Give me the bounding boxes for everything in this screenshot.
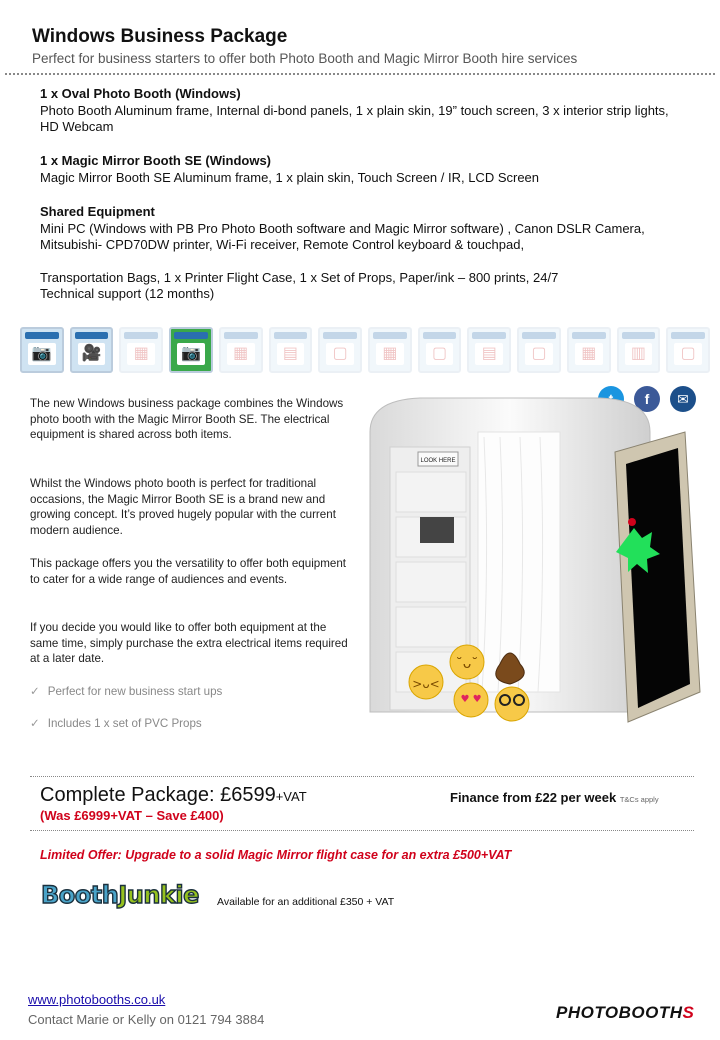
email-icon[interactable]: ✉ <box>670 386 696 412</box>
tcs-note: T&Cs apply <box>619 795 659 804</box>
spec-text: Photo Booth Aluminum frame, Internal di-bond panels, 1 x plain skin, 19” touch screen, 3 x interior strip lights, HD Webcam <box>40 102 669 134</box>
green-screen-icon: 📷 <box>169 327 213 373</box>
price-label: Complete Package: £6599 <box>40 784 276 806</box>
gif-icon: ▦ <box>119 327 163 373</box>
price-was: (Was £6999+VAT – Save £400) <box>40 808 224 823</box>
record-video-icon: 🎥 <box>70 327 114 373</box>
take-picture-icon: 📷 <box>20 327 64 373</box>
magic-mirror-booth <box>615 432 700 722</box>
description-paragraph: This package offers you the versatility to offer both equipment to cater for a wide range of audiences and events. <box>30 557 347 586</box>
photo-tile-8-icon: ▦ <box>368 327 412 373</box>
spec-magic-mirror <box>40 153 680 186</box>
check-icon: ✓ <box>30 717 40 730</box>
divider <box>30 830 694 831</box>
finance-text: Finance from £22 per week <box>450 790 617 805</box>
page-subtitle: Perfect for business starters to offer both Photo Booth and Magic Mirror Booth hire services <box>32 51 578 66</box>
feature-bullet <box>30 716 202 730</box>
photo-tile-13-icon: ▥ <box>617 327 661 373</box>
spec-heading: 1 x Magic Mirror Booth SE (Windows) <box>40 153 272 168</box>
svg-text:>ᴗ<: >ᴗ< <box>412 677 440 691</box>
price-complete-package <box>40 784 307 807</box>
svg-text:˘ᴗ˘: ˘ᴗ˘ <box>455 656 479 672</box>
website-link[interactable]: www.photobooths.co.uk <box>28 992 166 1007</box>
photo-tile-7-icon: ▢ <box>318 327 362 373</box>
feature-bullet <box>30 684 222 698</box>
spec-heading: Shared Equipment <box>40 204 155 219</box>
check-icon: ✓ <box>30 685 40 698</box>
svg-text:♥ ♥: ♥ ♥ <box>460 694 482 705</box>
photo-tile-10-icon: ▤ <box>467 327 511 373</box>
vat-label: +VAT <box>275 789 307 804</box>
photobooths-logo: PHOTOBOOTHS <box>556 1003 695 1022</box>
spec-text-continued: Transportation Bags, 1 x Printer Flight Case, 1 x Set of Props, Paper/ink – 800 prints, 24/7 Technical support (12 months) <box>40 269 559 301</box>
divider <box>5 73 715 75</box>
description-paragraph: Whilst the Windows photo booth is perfect for traditional occasions, the Magic Mirror Booth SE is a brand new and growing concept. It’s proved hugely popular with the current modern audience. <box>30 477 336 537</box>
divider <box>30 776 694 777</box>
product-photo <box>360 392 710 737</box>
photo-tile-12-icon: ▦ <box>567 327 611 373</box>
facebook-icon[interactable]: f <box>634 386 660 412</box>
spec-text: Magic Mirror Booth SE Aluminum frame, 1 x plain skin, Touch Screen / IR, LCD Screen <box>40 169 540 185</box>
photo-tile-6-icon: ▤ <box>269 327 313 373</box>
photo-tile-11-icon: ▢ <box>517 327 561 373</box>
spec-text: Mini PC (Windows with PB Pro Photo Booth software and Magic Mirror software) , Canon DSLR Camera, Mitsubishi- CPD70DW printer, Wi-Fi receiver, Remote Control keyboard & touchpad, <box>40 220 645 252</box>
addon-availability: Available for an additional £350 + VAT <box>217 896 395 908</box>
spec-shared-equipment <box>40 204 660 303</box>
photo-tile-14-icon: ▢ <box>666 327 710 373</box>
bullet-text: Includes 1 x set of PVC Props <box>47 717 202 730</box>
feature-icon-strip <box>20 327 710 377</box>
spec-heading: 1 x Oval Photo Booth (Windows) <box>40 86 241 101</box>
photo-tile-9-icon: ▢ <box>418 327 462 373</box>
limited-offer: Limited Offer: Upgrade to a solid Magic Mirror flight case for an extra £500+VAT <box>40 848 512 862</box>
spec-oval-booth <box>40 86 680 136</box>
finance-offer <box>450 790 659 805</box>
description-paragraph: The new Windows business package combines the Windows photo booth with the Magic Mirror Booth SE. The electrical equipment is shared across both items. <box>30 397 344 442</box>
photo-tile-5-icon: ▦ <box>219 327 263 373</box>
page-title: Windows Business Package <box>32 26 288 47</box>
boothjunkie-logo: BoothJunkie <box>41 881 199 909</box>
bullet-text: Perfect for new business start ups <box>47 685 223 698</box>
description-paragraph: If you decide you would like to offer both equipment at the same time, simply purchase the extra electrical items required at a later date. <box>30 621 348 666</box>
contact-info: Contact Marie or Kelly on 0121 794 3884 <box>28 1012 265 1027</box>
booth-sign: LOOK HERE <box>420 458 456 464</box>
